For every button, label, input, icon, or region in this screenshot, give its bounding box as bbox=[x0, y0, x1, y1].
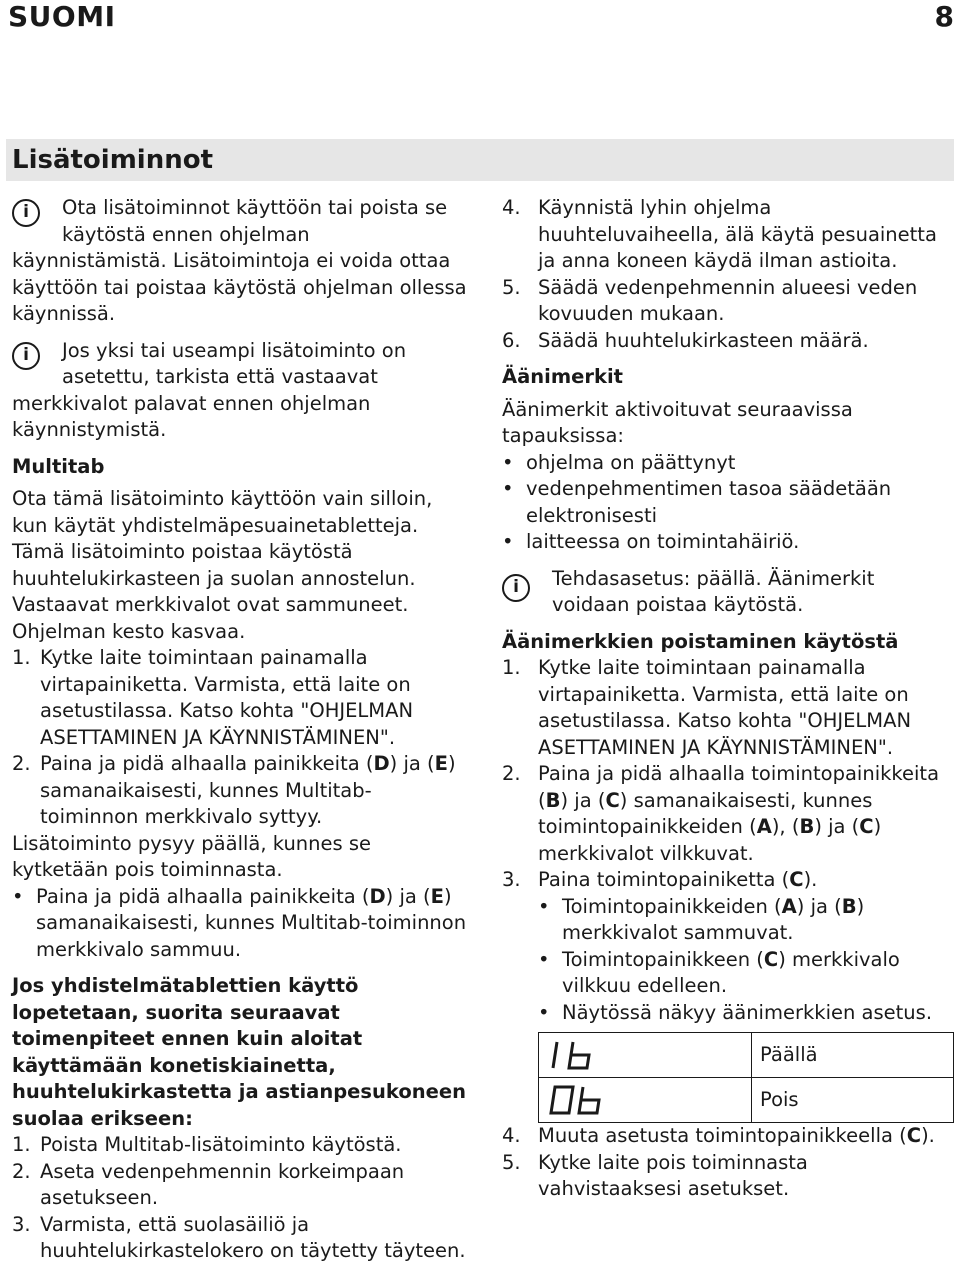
list-item bbox=[502, 275, 954, 328]
list-item bbox=[12, 1159, 470, 1212]
step-item bbox=[12, 751, 470, 831]
table-row bbox=[539, 1033, 954, 1078]
persist-text: Lisätoiminto pysyy päällä, kunnes se kytketään pois toiminnasta. bbox=[12, 831, 372, 881]
right-column bbox=[502, 195, 954, 1203]
table-row bbox=[539, 1078, 954, 1123]
display-label-cell: Päällä bbox=[752, 1033, 954, 1078]
page-header bbox=[0, 0, 960, 36]
step-number: 4. bbox=[502, 1124, 521, 1147]
step-item bbox=[502, 1123, 954, 1150]
list-item bbox=[12, 1132, 470, 1159]
note-text: Tehdasasetus: päällä. Äänimerkit voidaan poistaa käytöstä. bbox=[552, 566, 875, 616]
list-item bbox=[502, 195, 954, 275]
step-item bbox=[502, 1150, 954, 1203]
step-item bbox=[502, 867, 954, 894]
bullet-item: • Toimintopainikkeiden (A) ja (B) merkkivalot sammuvat. bbox=[538, 894, 954, 947]
bullet-text: vedenpehmentimen tasoa säädetään elektronisesti bbox=[526, 477, 892, 527]
section-header-bar bbox=[6, 139, 954, 181]
step-text: Paina ja pidä alhaalla toimintopainikkeita (B) ja (C) samanaikaisesti, kunnes toimintopainikkeiden (A), (B) ja (C) merkkivalot vilkkuvat. bbox=[538, 762, 940, 865]
page-number: 8 bbox=[934, 0, 954, 33]
list-text: Poista Multitab-lisätoiminto käytöstä. bbox=[40, 1133, 402, 1156]
display-settings-table bbox=[538, 1032, 954, 1123]
list-text: Säädä vedenpehmennin alueesi veden kovuuden mukaan. bbox=[538, 275, 918, 325]
list-number: 1. bbox=[12, 1133, 31, 1156]
display-label-cell: Pois bbox=[752, 1078, 954, 1123]
step-item bbox=[12, 645, 470, 751]
list-item bbox=[12, 1212, 470, 1265]
bullet-item: • laitteessa on toimintahäiriö. bbox=[502, 529, 954, 556]
info-icon: i bbox=[12, 342, 40, 370]
list-text: Käynnistä lyhin ohjelma huuhteluvaiheella, älä käytä pesuainetta ja anna koneen käydä ilman astioita. bbox=[538, 196, 937, 272]
step-number: 1. bbox=[12, 646, 31, 669]
note-text: Jos yksi tai useampi lisätoiminto on asetettu, tarkista että vastaavat merkkivalot palavat ennen ohjelman käynnistymistä. bbox=[12, 338, 407, 441]
step-number: 1. bbox=[502, 656, 521, 679]
step-item bbox=[502, 655, 954, 761]
disable-sounds-heading: Äänimerkkien poistaminen käytöstä bbox=[502, 629, 899, 653]
language-label: SUOMI bbox=[8, 0, 116, 33]
note-text: Ota lisätoiminnot käyttöön tai poista se käytöstä ennen ohjelman käynnistämistä. Lisätoimintoja ei voida ottaa käyttöön tai poistaa käytöstä ohjelman ollessa käynnissä. bbox=[12, 196, 467, 325]
tablet-stop-warning: Jos yhdistelmätablettien käyttö lopetetaan, suorita seuraavat toimenpiteet ennen kuin aloitat käyttämään konetiskiainetta, huuhtelukirkastetta ja astianpesukoneen suolaa erikseen: bbox=[12, 974, 466, 1130]
bullet-item: • vedenpehmentimen tasoa säädetään elektronisesti bbox=[502, 476, 954, 529]
sounds-heading: Äänimerkit bbox=[502, 365, 623, 388]
display-code-cell bbox=[539, 1078, 752, 1123]
list-number: 3. bbox=[12, 1212, 31, 1236]
bullet-item: • Paina ja pidä alhaalla painikkeita (D) ja (E) samanaikaisesti, kunnes Multitab-toiminnon merkkivalo sammuu. bbox=[12, 884, 470, 964]
bullet-text: ohjelma on päättynyt bbox=[526, 450, 736, 474]
info-note bbox=[502, 566, 954, 619]
segment-display-0b-icon bbox=[547, 1083, 615, 1117]
step-text: Muuta asetusta toimintopainikkeella (C). bbox=[538, 1124, 935, 1147]
left-column bbox=[12, 195, 470, 1265]
bullet-text: Toimintopainikkeiden (A) ja (B) merkkivalot sammuvat. bbox=[562, 894, 865, 944]
list-number: 4. bbox=[502, 196, 521, 219]
list-text: Varmista, että suolasäiliö ja huuhtelukirkastelokero on täytetty täyteen. bbox=[40, 1212, 466, 1262]
step-text: Kytke laite toimintaan painamalla virtapainiketta. Varmista, että laite on asetustilassa. Katso kohta "OHJELMAN ASETTAMINEN JA KÄYNNISTÄMINEN". bbox=[538, 656, 912, 759]
step-number: 2. bbox=[502, 762, 521, 785]
list-text: Säädä huuhtelukirkasteen määrä. bbox=[538, 328, 869, 352]
sounds-intro: Äänimerkit aktivoituvat seuraavissa tapauksissa: bbox=[502, 397, 853, 447]
step-number: 5. bbox=[502, 1150, 521, 1174]
info-note bbox=[12, 195, 470, 328]
bullet-item: • Näytössä näkyy äänimerkkien asetus. bbox=[538, 1000, 954, 1027]
step-text: Paina ja pidä alhaalla painikkeita (D) ja (E) samanaikaisesti, kunnes Multitab-toiminnon merkkivalo syttyy. bbox=[40, 752, 456, 828]
list-number: 5. bbox=[502, 275, 521, 299]
step-item bbox=[502, 761, 954, 867]
section-title: Lisätoiminnot bbox=[12, 145, 214, 175]
list-number: 2. bbox=[12, 1159, 31, 1183]
bullet-text: Paina ja pidä alhaalla painikkeita (D) ja (E) samanaikaisesti, kunnes Multitab-toiminnon merkkivalo sammuu. bbox=[36, 884, 467, 961]
bullet-text: laitteessa on toimintahäiriö. bbox=[526, 530, 800, 553]
step-text: Kytke laite pois toiminnasta vahvistaaksesi asetukset. bbox=[538, 1150, 808, 1200]
info-icon: i bbox=[502, 574, 530, 602]
segment-display-1b-icon bbox=[547, 1038, 615, 1072]
step-number: 3. bbox=[502, 868, 521, 891]
bullet-text: Toimintopainikkeen (C) merkkivalo vilkkuu edelleen. bbox=[562, 947, 900, 997]
bullet-text: Näytössä näkyy äänimerkkien asetus. bbox=[562, 1000, 933, 1024]
multitab-heading: Multitab bbox=[12, 454, 105, 478]
info-icon: i bbox=[12, 199, 40, 227]
info-note bbox=[12, 338, 470, 444]
bullet-item: • ohjelma on päättynyt bbox=[502, 450, 954, 477]
list-text: Aseta vedenpehmennin korkeimpaan asetukseen. bbox=[40, 1159, 405, 1209]
bullet-item: • Toimintopainikkeen (C) merkkivalo vilkkuu edelleen. bbox=[538, 947, 954, 1000]
multitab-description: Ota tämä lisätoiminto käyttöön vain silloin, kun käytät yhdistelmäpesuainetabletteja. Tämä lisätoiminto poistaa käytöstä huuhtelukirkasteen ja suolan annostelun. Vastaavat merkkivalot ovat sammuneet. Ohjelman kesto kasvaa. bbox=[12, 487, 433, 643]
step-number: 2. bbox=[12, 752, 31, 775]
display-code-cell bbox=[539, 1033, 752, 1078]
step-text: Kytke laite toimintaan painamalla virtapainiketta. Varmista, että laite on asetustilassa. Katso kohta "OHJELMAN ASETTAMINEN JA KÄYNNISTÄMINEN". bbox=[40, 646, 414, 749]
list-number: 6. bbox=[502, 328, 521, 352]
list-item bbox=[502, 328, 954, 355]
step-text: Paina toimintopainiketta (C). bbox=[538, 868, 818, 891]
